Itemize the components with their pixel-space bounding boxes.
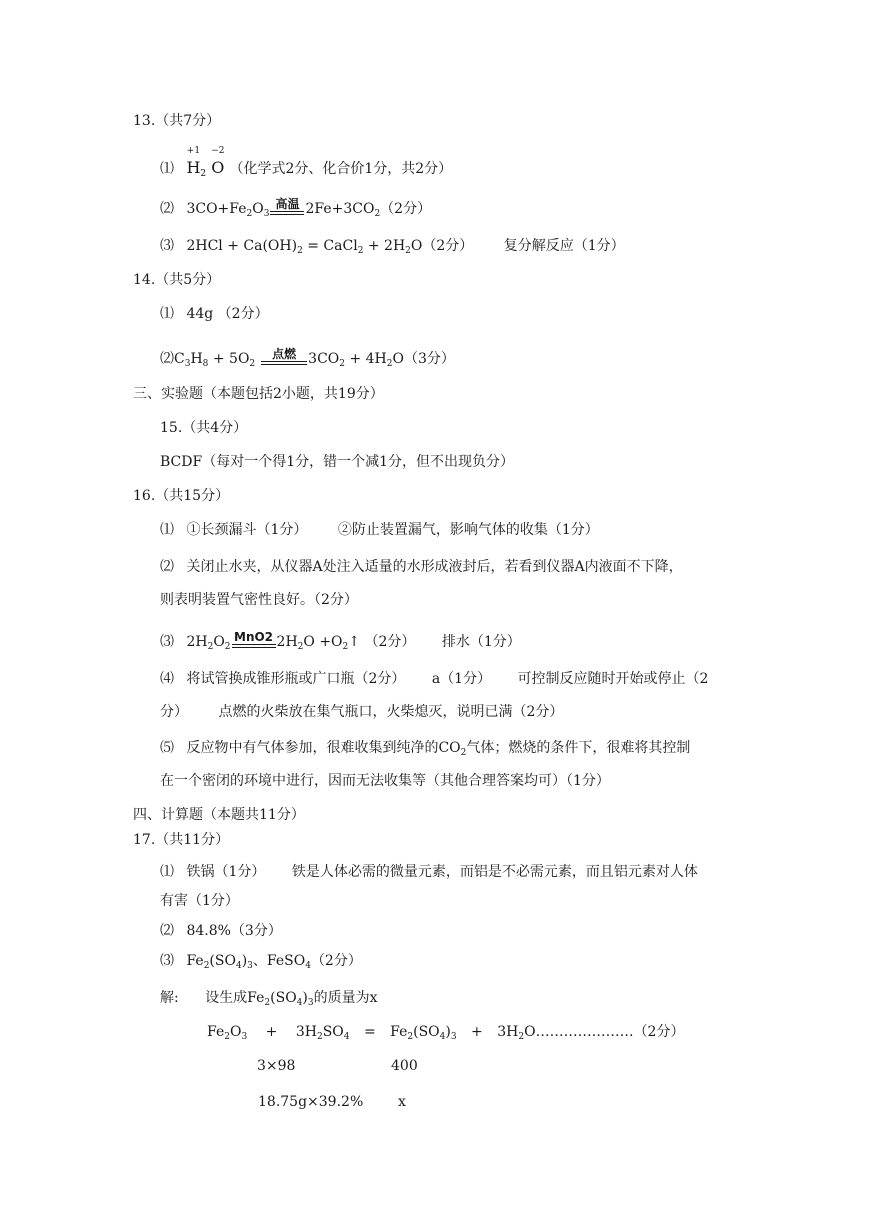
q16-part5-cont: 在一个密闭的环境中进行，因而无法收集等（其他合理答案均可）（1分）: [160, 773, 610, 789]
ratio-row-1-left: 3×98: [257, 1058, 296, 1074]
q17-equation: $Fe_2O_3 + 3H_2SO_4 = Fe_2(SO_4)_3$ + $3H_2O\dots\dots\dots\dots\dots\dots\dots(2$分）: [207, 1024, 685, 1042]
reaction-condition: 点燃: [272, 347, 297, 361]
q17-part3: ⑶ $Fe_2(SO_4)_3$、FeSO$_4$（2分）: [160, 953, 362, 971]
q13-part2: ⑵ $3CO+Fe_2O_3$ 高温 $2Fe+3CO_2(2$分）: [160, 197, 432, 219]
section-heading-3: 三、实验题（本题包括2小题，共19分）: [133, 386, 384, 402]
ratio-row-2-right: x: [398, 1094, 406, 1110]
q17-part1: ⑴ 铁锅（1分） 铁是人体必需的微量元素，而铝是不必需元素，而且铝元素对人体: [160, 864, 698, 880]
q16-part2-cont: 则表明装置气密性良好。（2分）: [160, 592, 358, 608]
score-note: （化学式2分、化合价1分，共2分）: [229, 161, 453, 177]
q17-part1-cont: 有害（1分）: [160, 893, 239, 909]
q16-part5: ⑸ 反应物中有气体参加，很难收集到纯净的$CO_2$气体；燃烧的条件下，很难将其控制: [160, 740, 691, 758]
gas-arrow-icon: ↑: [348, 634, 360, 650]
q13-heading: 13.（共7分）: [133, 113, 221, 129]
catalyst-label: MnO2: [234, 630, 274, 644]
q17-heading: 17.（共11分）: [133, 832, 230, 848]
q17-solution: 解: 设生成$Fe_2(SO_4)_3$的质量为x: [160, 990, 378, 1008]
ratio-row-2-left: 18.75g×39.2%: [258, 1094, 364, 1110]
reaction-type: 复分解反应（1分）: [503, 238, 625, 254]
q13-part3: ⑶ $2HCl + Ca(OH)_2$ = CaCl$_2$ + $2H_2O(2$分） 复分解反应（1分）: [160, 238, 625, 256]
q16-heading: 16.（共15分）: [133, 488, 230, 504]
section-heading-4: 四、计算题（本题共11分）: [133, 807, 305, 823]
q15-answer: BCDF（每对一个得1分，错一个减1分，但不出现负分）: [160, 454, 515, 470]
q15-heading: 15.（共4分）: [160, 420, 248, 436]
q14-part1: ⑴ 44g （2分）: [160, 306, 269, 322]
q16-part1: ⑴ ①长颈漏斗（1分） ②防止装置漏气，影响气体的收集（1分）: [160, 522, 599, 538]
q14-heading: 14.（共5分）: [133, 272, 221, 288]
ratio-row-1-right: 400: [391, 1058, 418, 1074]
q16-part4: ⑷ 将试管换成锥形瓶或广口瓶（2分） a（1分） 可控制反应随时开始或停止（2: [160, 671, 709, 687]
q16-part2: ⑵ 关闭止水夹，从仪器A处注入适量的水形成液封后，若看到仪器A内液面不下降，: [160, 559, 683, 575]
q16-part4-cont: 分） 点燃的火柴放在集气瓶口，火柴熄灭，说明已满（2分）: [160, 704, 564, 720]
q17-part2: ⑵ 84.8%（3分）: [160, 923, 282, 939]
reaction-condition: 高温: [275, 197, 300, 211]
q14-part2: $⑵C_3H_8 + 5O_2$ 点燃 $3CO_2 + 4H_2O(3$分）: [160, 347, 455, 369]
part-number: ⑴: [160, 161, 174, 177]
q13-part1: ⑴ +1 $H_2$ −2 O （化学式2分、化合价1分，共2分）: [160, 146, 453, 179]
q16-part3: ⑶ $2H_2O_2$ MnO2 $2H_2O$ $+O_2↑$ （2分） 排水（1分）: [160, 630, 521, 652]
